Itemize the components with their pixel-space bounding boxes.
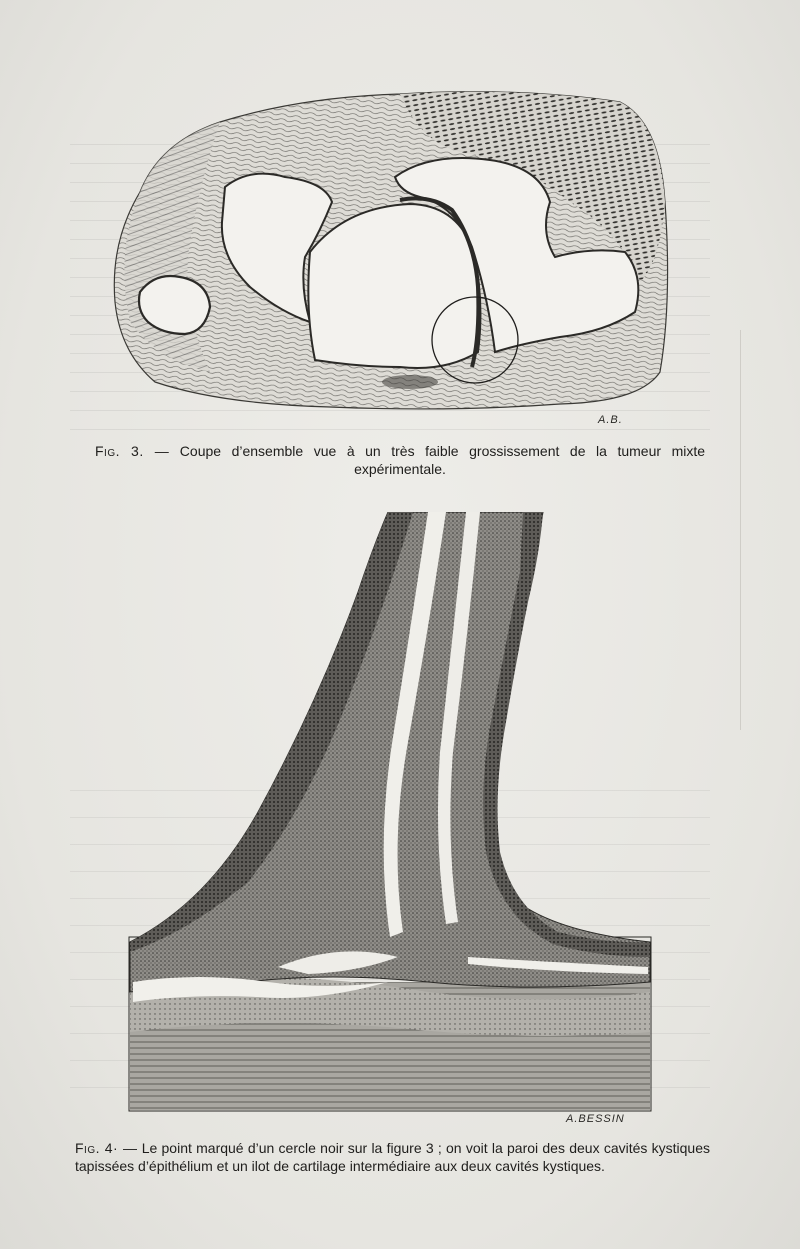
figure-3-illustration bbox=[100, 82, 680, 432]
figure-3-signature: A.B. bbox=[598, 414, 623, 426]
figure-4-caption bbox=[75, 1139, 710, 1175]
figure-4-illustration bbox=[128, 512, 653, 1112]
figure-3-caption-label: Fig. 3. — bbox=[95, 443, 170, 459]
figure-4-caption-label: Fig. 4· — bbox=[75, 1140, 138, 1156]
page-edge-line bbox=[740, 330, 741, 730]
figure-4-drawing bbox=[128, 512, 653, 1112]
figure-3-drawing bbox=[100, 82, 680, 432]
figure-4-signature: A.BESSIN bbox=[566, 1113, 625, 1125]
figure-3-caption-text: Coupe d’ensemble vue à un très faible grossissement de la tumeur mixte expérimentale. bbox=[179, 443, 706, 477]
figure-3-caption bbox=[95, 442, 705, 478]
figure-4-caption-text: Le point marqué d’un cercle noir sur la figure 3 ; on voit la paroi des deux cavités kystiques tapissées d’épithélium et un ilot de cartilage intermédiaire aux deux cavités kystiques. bbox=[75, 1140, 711, 1174]
